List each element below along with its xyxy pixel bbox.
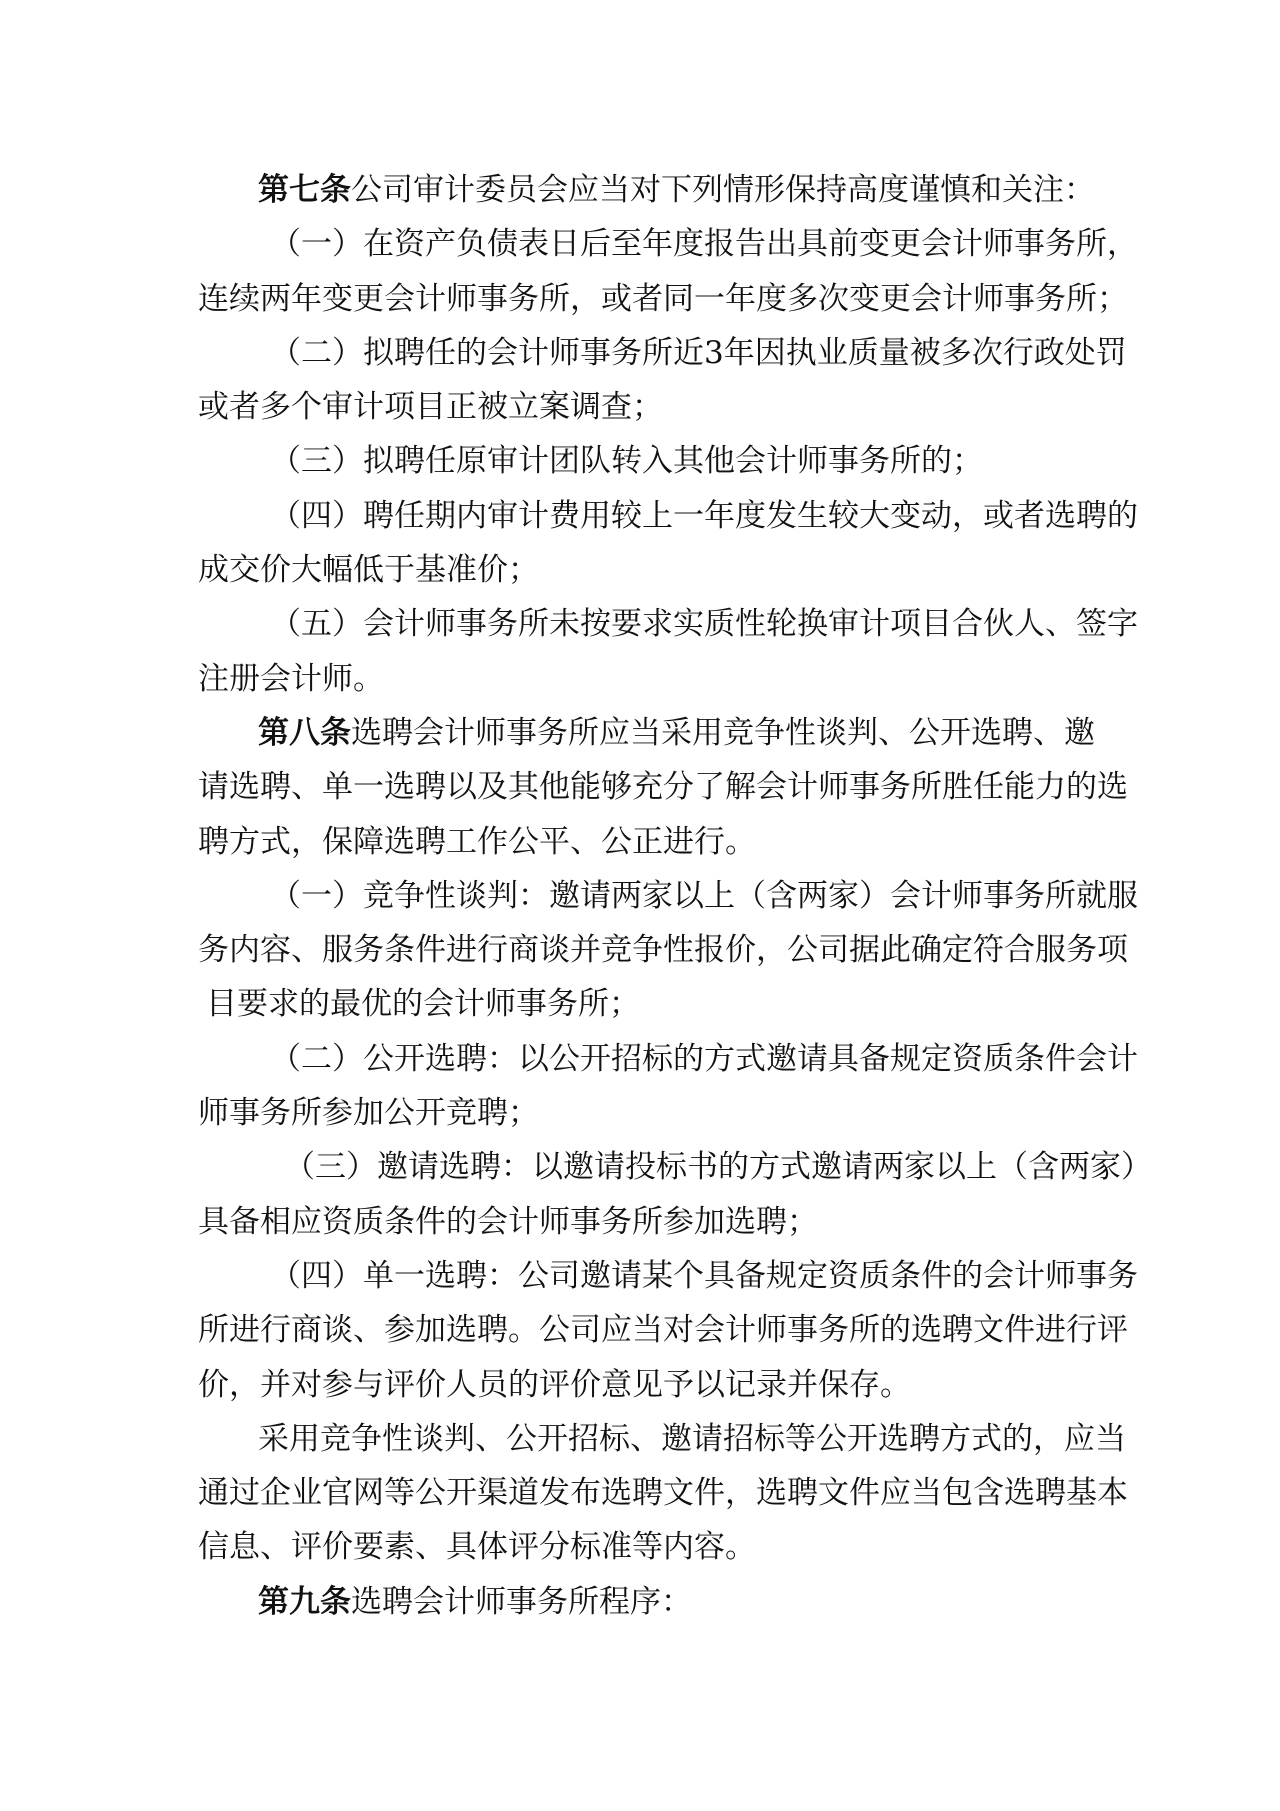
paragraph-line: 价，并对参与评价人员的评价意见予以记录并保存。 bbox=[198, 1366, 911, 1403]
paragraph-line: 聘方式，保障选聘工作公平、公正进行。 bbox=[198, 823, 756, 860]
paragraph-line: 信息、评价要素、具体评分标准等内容。 bbox=[198, 1529, 756, 1566]
paragraph-line: 师事务所参加公开竞聘； bbox=[198, 1095, 539, 1132]
paragraph-line: （二）拟聘任的会计师事务所近3年因执业质量被多次行政处罚 bbox=[270, 334, 1127, 371]
article-number: 第七条 bbox=[258, 172, 351, 208]
paragraph-line: 具备相应资质条件的会计师事务所参加选聘； bbox=[198, 1203, 818, 1240]
document-page bbox=[198, 163, 1152, 1629]
paragraph-line: 连续两年变更会计师事务所，或者同一年度多次变更会计师事务所； bbox=[198, 280, 1128, 317]
article-8-heading bbox=[198, 706, 1098, 760]
paragraph-line: （四）单一选聘：公司邀请某个具备规定资质条件的会计师事务 bbox=[270, 1257, 1138, 1294]
paragraph-line: 成交价大幅低于基准价； bbox=[198, 552, 539, 589]
article-9-heading bbox=[198, 1575, 1098, 1629]
paragraph-line: 通过企业官网等公开渠道发布选聘文件，选聘文件应当包含选聘基本 bbox=[198, 1475, 1128, 1512]
paragraph-line: 注册会计师。 bbox=[198, 660, 384, 697]
paragraph-line: （三）拟聘任原审计团队转入其他会计师事务所的； bbox=[270, 443, 983, 480]
paragraph-line: 所进行商谈、参加选聘。公司应当对会计师事务所的选聘文件进行评 bbox=[198, 1312, 1128, 1349]
paragraph-line: 采用竞争性谈判、公开招标、邀请招标等公开选聘方式的，应当 bbox=[258, 1420, 1126, 1457]
article-text: 选聘会计师事务所应当采用竞争性谈判、公开选聘、邀 bbox=[351, 714, 1095, 751]
paragraph-line: 务内容、服务条件进行商谈并竞争性报价，公司据此确定符合服务项 bbox=[198, 932, 1128, 969]
paragraph-line: （四）聘任期内审计费用较上一年度发生较大变动，或者选聘的 bbox=[270, 497, 1138, 534]
paragraph-line: （一）在资产负债表日后至年度报告出具前变更会计师事务所， bbox=[270, 226, 1138, 263]
paragraph-line: 请选聘、单一选聘以及其他能够充分了解会计师事务所胜任能力的选 bbox=[198, 769, 1128, 806]
paragraph-line: 目要求的最优的会计师事务所； bbox=[206, 986, 640, 1023]
paragraph-line: （三）邀请选聘：以邀请投标书的方式邀请两家以上（含两家） bbox=[284, 1149, 1152, 1186]
article-number: 第八条 bbox=[258, 714, 351, 751]
article-text: 选聘会计师事务所程序： bbox=[351, 1583, 692, 1620]
paragraph-line: （一）竞争性谈判：邀请两家以上（含两家）会计师事务所就服 bbox=[270, 877, 1138, 914]
paragraph-line: （二）公开选聘：以公开招标的方式邀请具备规定资质条件会计 bbox=[270, 1040, 1138, 1077]
article-7-heading bbox=[198, 163, 1098, 217]
article-number: 第九条 bbox=[258, 1583, 351, 1620]
article-text: 公司审计委员会应当对下列情形保持高度谨慎和关注： bbox=[351, 172, 1095, 208]
paragraph-line: （五）会计师事务所未按要求实质性轮换审计项目合伙人、签字 bbox=[270, 606, 1138, 643]
paragraph-line: 或者多个审计项目正被立案调查； bbox=[198, 389, 663, 426]
